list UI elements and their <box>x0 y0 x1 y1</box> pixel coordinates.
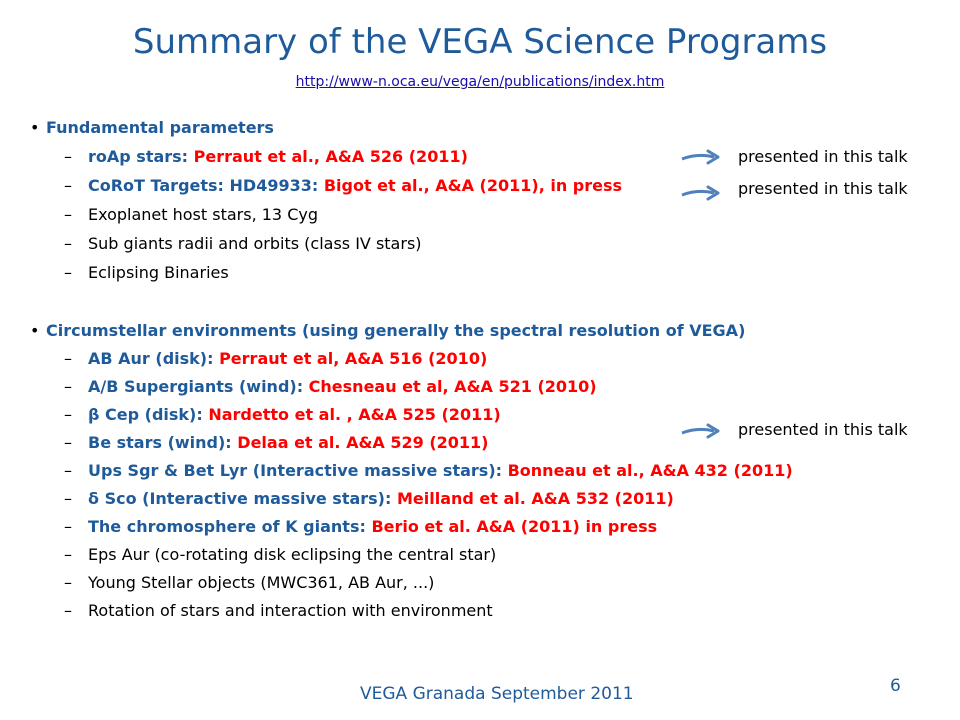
item-label: β Cep (disk): <box>88 405 209 424</box>
item-reference: Nardetto et al. , A&A 525 (2011) <box>208 405 501 424</box>
publications-link[interactable]: http://www-n.oca.eu/vega/en/publications/index.htm <box>295 74 665 90</box>
dash-icon: – <box>64 433 72 452</box>
dash-icon: – <box>64 517 72 536</box>
item-label: Ups Sgr & Bet Lyr (Interactive massive stars): <box>88 461 508 480</box>
item-reference: Chesneau et al, A&A 521 (2010) <box>308 377 597 396</box>
dash-icon: – <box>64 377 72 396</box>
item-label: Eps Aur (co-rotating disk eclipsing the central star) <box>88 545 497 564</box>
dash-icon: – <box>64 489 72 508</box>
item-label: δ Sco (Interactive massive stars): <box>88 489 397 508</box>
item-reference: Bonneau et al., A&A 432 (2011) <box>507 461 793 480</box>
dash-icon: – <box>64 573 72 592</box>
right-arrow-icon <box>680 422 720 440</box>
item-label: Be stars (wind): <box>88 433 238 452</box>
item-label: CoRoT Targets: HD49933: <box>88 176 324 195</box>
item-reference: Berio et al. A&A (2011) in press <box>371 517 658 536</box>
list-item <box>64 489 674 508</box>
list-item <box>64 545 496 564</box>
bullet-circumstellar-environments <box>30 321 745 340</box>
dash-icon: – <box>64 349 72 368</box>
list-item <box>64 601 493 620</box>
list-item <box>64 349 487 368</box>
item-label: Young Stellar objects (MWC361, AB Aur, ...) <box>88 573 435 592</box>
dash-icon: – <box>64 263 72 282</box>
item-reference: Bigot et al., A&A (2011), in press <box>323 176 623 195</box>
list-item <box>64 263 229 282</box>
bullet-icon: • <box>30 118 40 137</box>
list-item <box>64 433 488 452</box>
dash-icon: – <box>64 176 72 195</box>
list-item <box>64 517 657 536</box>
footer-text: VEGA Granada September 2011 <box>360 684 634 704</box>
section-heading: Circumstellar environments (using generally the spectral resolution of VEGA) <box>46 321 746 340</box>
list-item <box>64 234 422 253</box>
bullet-fundamental-parameters <box>30 118 274 137</box>
dash-icon: – <box>64 405 72 424</box>
dash-icon: – <box>64 545 72 564</box>
bullet-icon: • <box>30 321 40 340</box>
list-item <box>64 573 434 592</box>
item-label: A/B Supergiants (wind): <box>88 377 309 396</box>
right-arrow-icon <box>680 148 720 166</box>
list-item <box>64 461 793 480</box>
item-label: Sub giants radii and orbits (class IV stars) <box>88 234 422 253</box>
dash-icon: – <box>64 601 72 620</box>
item-label: AB Aur (disk): <box>88 349 220 368</box>
page-number: 6 <box>890 676 901 696</box>
list-item <box>64 176 622 195</box>
dash-icon: – <box>64 147 72 166</box>
presented-note: presented in this talk <box>738 420 908 439</box>
page-title: Summary of the VEGA Science Programs <box>132 22 828 62</box>
list-item <box>64 377 597 396</box>
list-item <box>64 147 468 166</box>
list-item <box>64 405 501 424</box>
item-label: Rotation of stars and interaction with environment <box>88 601 493 620</box>
item-label: The chromosphere of K giants: <box>88 517 372 536</box>
item-reference: Perraut et al, A&A 516 (2010) <box>219 349 488 368</box>
right-arrow-icon <box>680 184 720 202</box>
section-heading: Fundamental parameters <box>46 118 274 137</box>
list-item <box>64 205 318 224</box>
presented-note: presented in this talk <box>738 147 908 166</box>
item-reference: Meilland et al. A&A 532 (2011) <box>396 489 674 508</box>
dash-icon: – <box>64 205 72 224</box>
item-label: Exoplanet host stars, 13 Cyg <box>88 205 318 224</box>
item-label: roAp stars: <box>88 147 194 166</box>
dash-icon: – <box>64 461 72 480</box>
item-label: Eclipsing Binaries <box>88 263 229 282</box>
presented-note: presented in this talk <box>738 179 908 198</box>
item-reference: Perraut et al., A&A 526 (2011) <box>193 147 468 166</box>
dash-icon: – <box>64 234 72 253</box>
item-reference: Delaa et al. A&A 529 (2011) <box>237 433 489 452</box>
